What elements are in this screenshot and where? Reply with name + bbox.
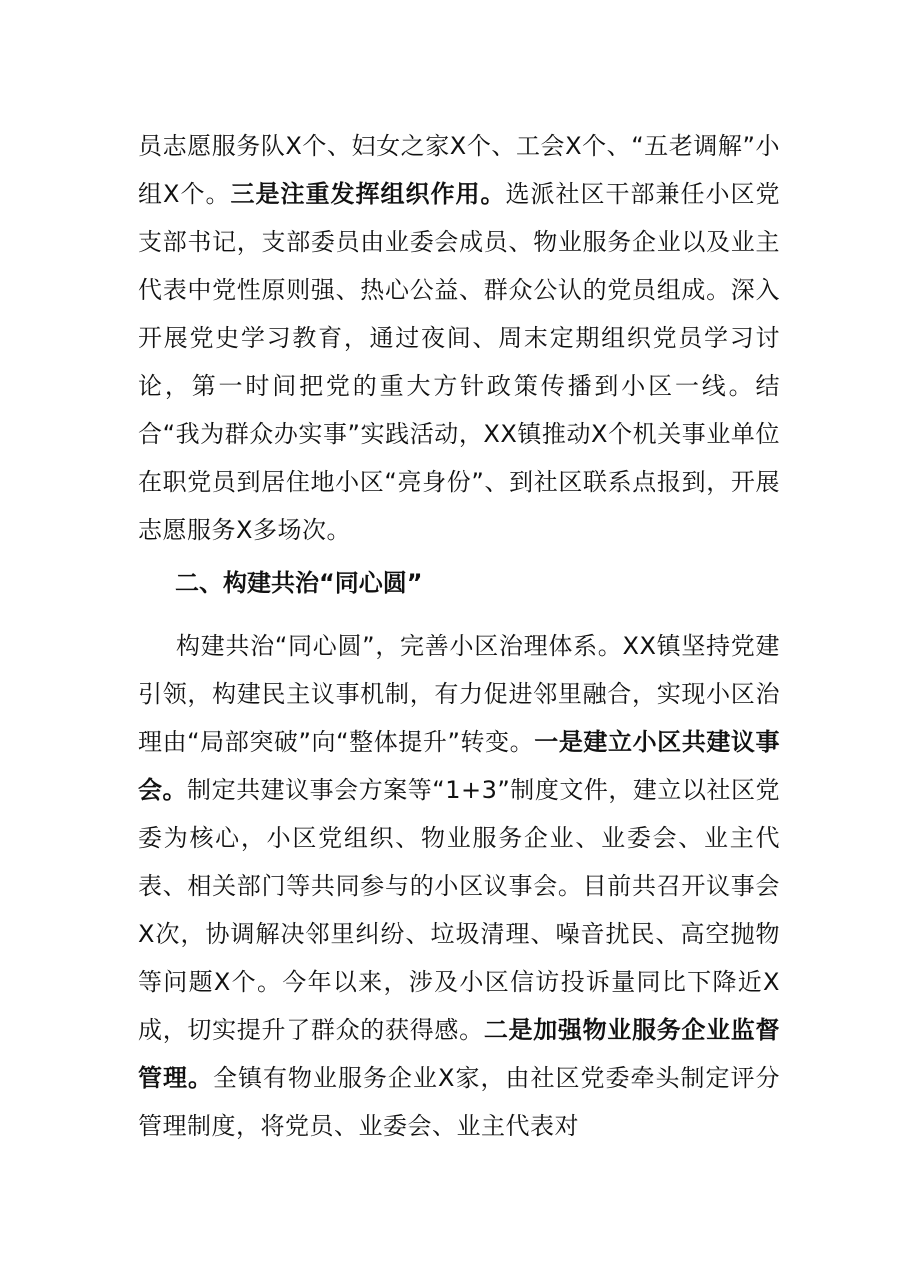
paragraph-bold-lead: 一是建立小区共建议事会。	[138, 728, 781, 804]
paragraph-bold-lead: 二是加强物业服务企业监督管理。	[138, 1016, 781, 1092]
paragraph-text: 员志愿服务队Ⅹ个、妇女之家Ⅹ个、工会Ⅹ个、“五老调解”小组Ⅹ个。	[138, 132, 780, 208]
paragraph-bold-lead: 三是注重发挥组织作用。	[230, 180, 506, 208]
paragraph-co-governance	[138, 622, 780, 1150]
paragraph-text: 构建共治“同心圆”，完善小区治理体系。XX镇坚持党建引领，构建民主议事机制，有力促进邻里融合，实现小区治理由“局部突破”向“整体提升”转变。	[138, 632, 780, 756]
paragraph-text: 全镇有物业服务企业Ⅹ家，由社区党委牵头制定评分管理制度，将党员、业委会、业主代表对	[138, 1064, 780, 1140]
paragraph-text: 选派社区干部兼任小区党支部书记，支部委员由业委会成员、物业服务企业以及业主代表中党性原则强、热心公益、群众公认的党员组成。深入开展党史学习教育，通过夜间、周末定期组织党员学习讨论，第一时间把党的重大方针政策传播到小区一线。结合“我为群众办实事”实践活动，XX镇推动Ⅹ个机关事业单位在职党员到居住地小区“亮身份”、到社区联系点报到，开展志愿服务Ⅹ多场次。	[138, 180, 781, 544]
paragraph-party-organization	[138, 122, 780, 554]
section-heading: 二、构建共治“同心圆”	[175, 569, 423, 597]
paragraph-text: 制定共建议事会方案等“1+3”制度文件，建立以社区党委为核心，小区党组织、物业服务企业、业委会、业主代表、相关部门等共同参与的小区议事会。目前共召开议事会Ⅹ次，协调解决邻里纠纷、垃圾清理、噪音扰民、高空抛物等问题Ⅹ个。今年以来，涉及小区信访投诉量同比下降近Ⅹ成，切实提升了群众的获得感。	[138, 776, 781, 1044]
